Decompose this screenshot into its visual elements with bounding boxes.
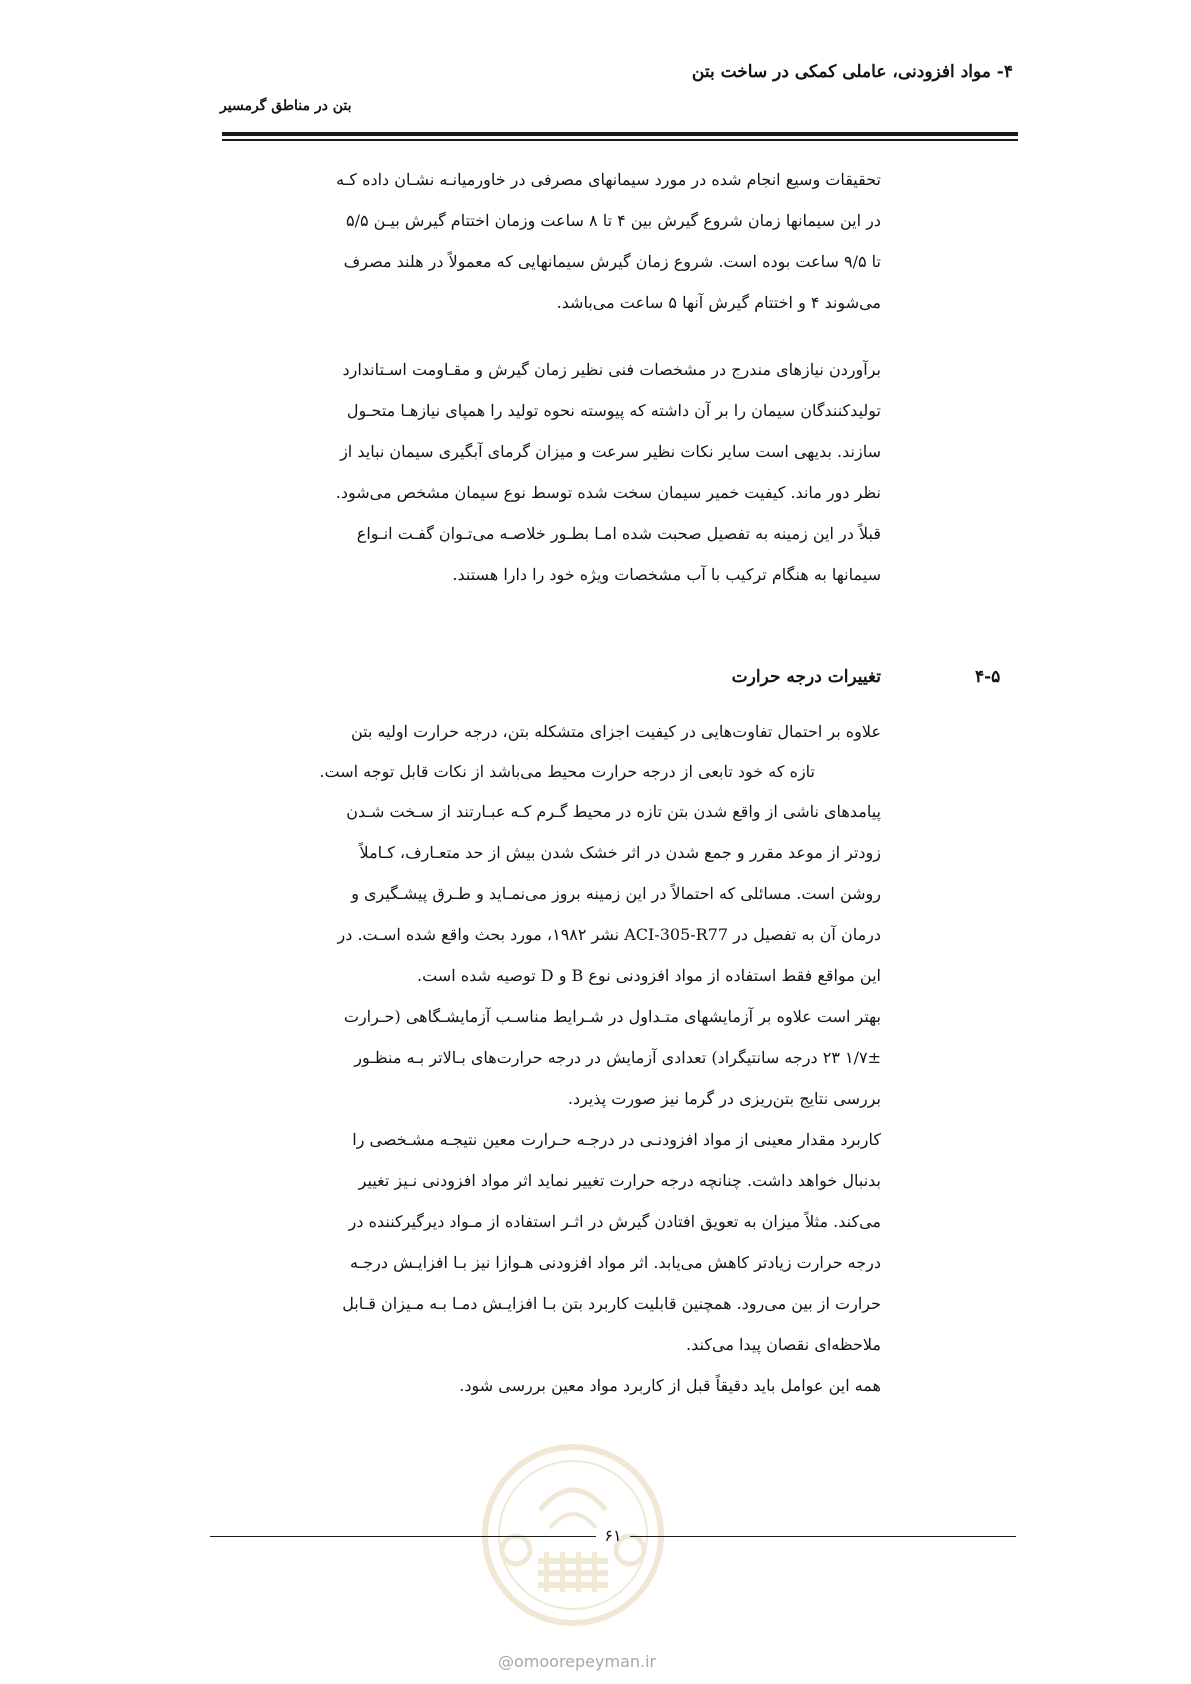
paragraph-line: حرارت از بین می‌رود. همچنین قابلیت کاربرد بتن بـا افزایـش دمـا بـه مـیزان قـابل: [342, 1294, 881, 1313]
paragraph-line: قبلاً در این زمینه به تفصیل صحبت شده امـا بطـور خلاصـه می‌تـوان گفـت انـواع: [356, 524, 881, 543]
seal-watermark-image: [478, 1440, 668, 1630]
paragraph-line: بررسی نتایج بتن‌ریزی در گرما نیز صورت پذیرد.: [567, 1089, 881, 1108]
paragraph-line: زودتر از موعد مقرر و جمع شدن در اثر خشک شدن بیش از حد متعـارف، کـاملاً: [359, 843, 881, 862]
paragraph-line: درجه حرارت زیادتر کاهش می‌یابد. اثر مواد افزودنی هـوازا نیز بـا افزایـش درجـه: [349, 1253, 881, 1272]
paragraph-line: روشن است. مسائلی که احتمالاً در این زمینه بروز می‌نمـاید و طـرق پیشـگیری و: [351, 884, 881, 903]
paragraph-line: علاوه بر احتمال تفاوت‌هایی در کیفیت اجزای متشکله بتن، درجه حرارت اولیه بتن: [351, 722, 881, 741]
paragraph-line: پیامدهای ناشی از واقع شدن بتن تازه در محیط گـرم کـه عبـارتند از سـخت شـدن: [346, 802, 881, 821]
paragraph-line: بهتر است علاوه بر آزمایشهای متـداول در شـرایط مناسـب آزمایشـگاهی (حـرارت: [343, 1007, 881, 1026]
paragraph-line: تا ۹/۵ ساعت بوده است. شروع زمان گیرش سیمانهایی که معمولاً در هلند مصرف: [343, 252, 881, 271]
paragraph-line: برآوردن نیازهای مندرج در مشخصات فنی نظیر زمان گیرش و مقـاومت اسـتاندارد: [342, 360, 881, 379]
paragraph-line: ۱/۷± ۲۳ درجه سانتیگراد) تعدادی آزمایش در درجه حرارت‌های بـالاتر بـه منظـور: [354, 1048, 881, 1067]
paragraph-line: تحقیقات وسیع انجام شده در مورد سیمانهای مصرفی در خاورمیانـه نشـان داده کـه: [336, 170, 881, 189]
paragraph-line: تولیدکنندگان سیمان را بر آن داشته که پیوسته نحوه تولید را همپای نیازهـا متحـول: [346, 401, 881, 420]
paragraph-line: کاربرد مقدار معینی از مواد افزودنـی در درجـه حـرارت معین نتیجـه مشـخصی را: [352, 1130, 881, 1149]
paragraph-line: نظر دور ماند. کیفیت خمیر سیمان سخت شده توسط نوع سیمان مشخص می‌شود.: [335, 483, 881, 502]
paragraph-line: همه این عوامل باید دقیقاً قبل از کاربرد مواد معین بررسی شود.: [459, 1376, 881, 1395]
page-number: ۶۱: [604, 1526, 622, 1545]
book-title: بتن در مناطق گرمسیر: [220, 98, 352, 114]
paragraph-line: سازند. بدیهی است سایر نکات نظیر سرعت و میزان گرمای آبگیری سیمان نباید از: [340, 442, 881, 461]
paragraph-line: ملاحظه‌ای نقصان پیدا می‌کند.: [686, 1335, 881, 1354]
footer-rule-right: [630, 1536, 1016, 1537]
chapter-title: ۴- مواد افزودنی، عاملی کمکی در ساخت بتن: [691, 62, 1013, 82]
paragraph-line: می‌کند. مثلاً میزان به تعویق افتادن گیرش در اثـر استفاده از مـواد دیرگیرکننده در: [348, 1212, 881, 1231]
paragraph-line: سیمانها به هنگام ترکیب با آب مشخصات ویژه خود را دارا هستند.: [452, 565, 881, 584]
header-rule-thick: [222, 132, 1018, 136]
footer-rule-left: [210, 1536, 596, 1537]
paragraph-line: می‌شوند ۴ و اختتام گیرش آنها ۵ ساعت می‌باشد.: [556, 293, 881, 312]
section-number: ۴-۵: [975, 667, 1001, 687]
header-rule-thin: [222, 139, 1018, 141]
paragraph-line: بدنبال خواهد داشت. چنانچه درجه حرارت تغییر نماید اثر مواد افزودنی نـیز تغییر: [358, 1171, 881, 1190]
site-watermark: @omoorepeyman.ir: [498, 1652, 657, 1671]
section-title: تغییرات درجه حرارت: [731, 667, 881, 687]
paragraph-line: در این سیمانها زمان شروع گیرش بین ۴ تا ۸ ساعت وزمان اختتام گیرش بیـن ۵/۵: [346, 211, 881, 230]
paragraph-line: این مواقع فقط استفاده از مواد افزودنی نوع B و D توصیه شده است.: [416, 966, 881, 985]
paragraph-line: درمان آن به تفصیل در ACI-305-R77 نشر ۱۹۸۲، مورد بحث واقع شده اسـت. در: [337, 925, 881, 944]
paragraph-line: تازه که خود تابعی از درجه حرارت محیط می‌باشد از نکات قابل توجه است.: [319, 762, 815, 781]
